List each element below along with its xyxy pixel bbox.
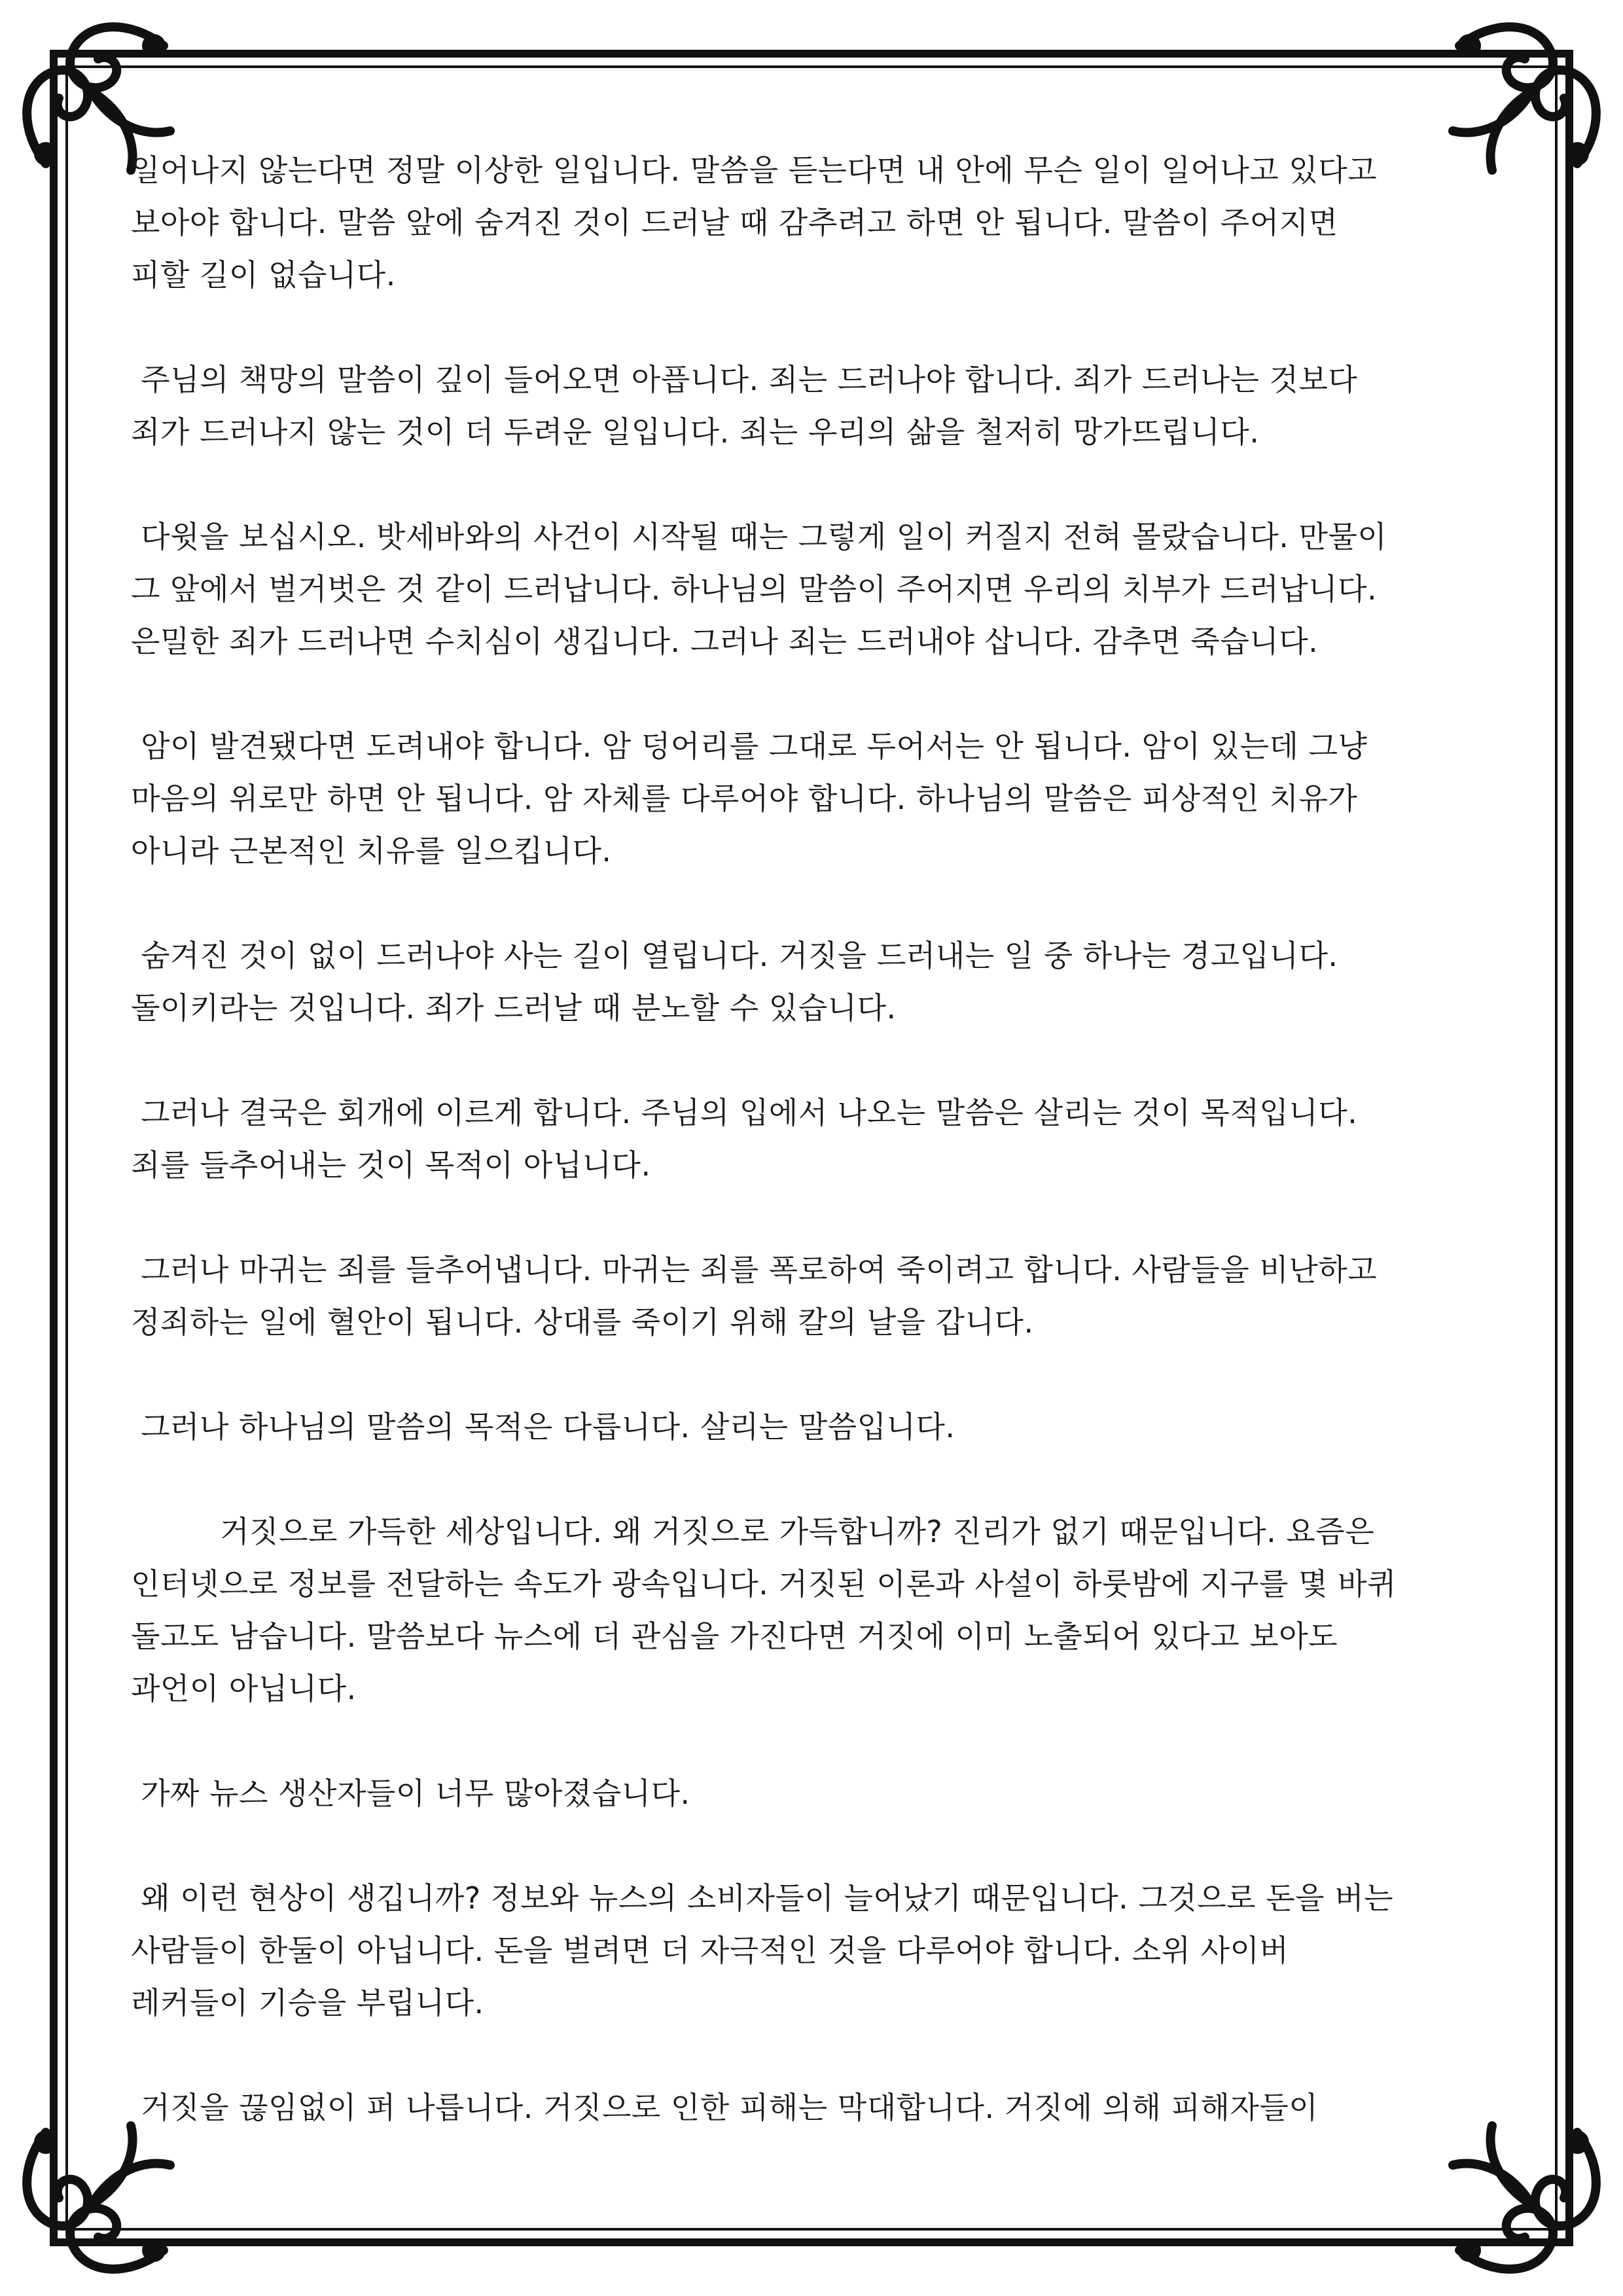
document-body [131,144,1505,2186]
paragraph: 일어나지 않는다면 정말 이상한 일입니다. 말씀을 듣는다면 내 안에 무슨 일이 일어나고 있다고 보아야 합니다. 말씀 앞에 숨겨진 것이 드러날 때 감추려고 하면 안 됩니다. 말씀이 주어지면 피할 길이 없습니다. [131,152,1378,293]
paragraph: 가짜 뉴스 생산자들이 너무 많아졌습니다. [131,1776,690,1811]
paragraph: 그러나 하나님의 말씀의 목적은 다릅니다. 살리는 말씀입니다. [131,1409,955,1444]
paragraph: 그러나 결국은 회개에 이르게 합니다. 주님의 입에서 나오는 말씀은 살리는 것이 목적입니다. 죄를 들추어내는 것이 목적이 아닙니다. [131,1095,1358,1183]
paragraph: 거짓을 끊임없이 퍼 나릅니다. 거짓으로 인한 피해는 막대합니다. 거짓에 의해 피해자들이 [131,2090,1319,2125]
paragraph: 그러나 마귀는 죄를 들추어냅니다. 마귀는 죄를 폭로하여 죽이려고 합니다. 사람들을 비난하고 정죄하는 일에 혈안이 됩니다. 상대를 죽이기 위해 칼의 날을 갑니다. [131,1252,1378,1340]
paragraph: 거짓으로 가득한 세상입니다. 왜 거짓으로 가득합니까? 진리가 없기 때문입니다. 요즘은 인터넷으로 정보를 전달하는 속도가 광속입니다. 거짓된 이론과 사설이 하룻밤에 지구를 몇 바퀴 돌고도 남습니다. 말씀보다 뉴스에 더 관심을 가진다면 거짓에 이미 노출되어 있다고 보아도 과언이 아닙니다. [131,1514,1397,1706]
paragraph: 암이 발견됐다면 도려내야 합니다. 암 덩어리를 그대로 두어서는 안 됩니다. 암이 있는데 그냥 마음의 위로만 하면 안 됩니다. 암 자체를 다루어야 합니다. 하나님의 말씀은 피상적인 치유가 아니라 근본적인 치유를 일으킵니다. [131,728,1368,869]
paragraph: 숨겨진 것이 없이 드러나야 사는 길이 열립니다. 거짓을 드러내는 일 중 하나는 경고입니다. 돌이키라는 것입니다. 죄가 드러날 때 분노할 수 있습니다. [131,938,1338,1026]
paragraph: 왜 이런 현상이 생깁니까? 정보와 뉴스의 소비자들이 늘어났기 때문입니다. 그것으로 돈을 버는 사람들이 한둘이 아닙니다. 돈을 벌려면 더 자극적인 것을 다루어야 합니다. 소위 사이버 레커들이 기승을 부립니다. [131,1880,1394,2020]
paragraph: 주님의 책망의 말씀이 깊이 들어오면 아픕니다. 죄는 드러나야 합니다. 죄가 드러나는 것보다 죄가 드러나지 않는 것이 더 두려운 일입니다. 죄는 우리의 삶을 철저히 망가뜨립니다. [131,362,1358,450]
paragraph: 다윗을 보십시오. 밧세바와의 사건이 시작될 때는 그렇게 일이 커질지 전혀 몰랐습니다. 만물이 그 앞에서 벌거벗은 것 같이 드러납니다. 하나님의 말씀이 주어지면 우리의 치부가 드러납니다. 은밀한 죄가 드러나면 수치심이 생깁니다. 그러나 죄는 드러내야 삽니다. 감추면 죽습니다. [131,519,1387,659]
